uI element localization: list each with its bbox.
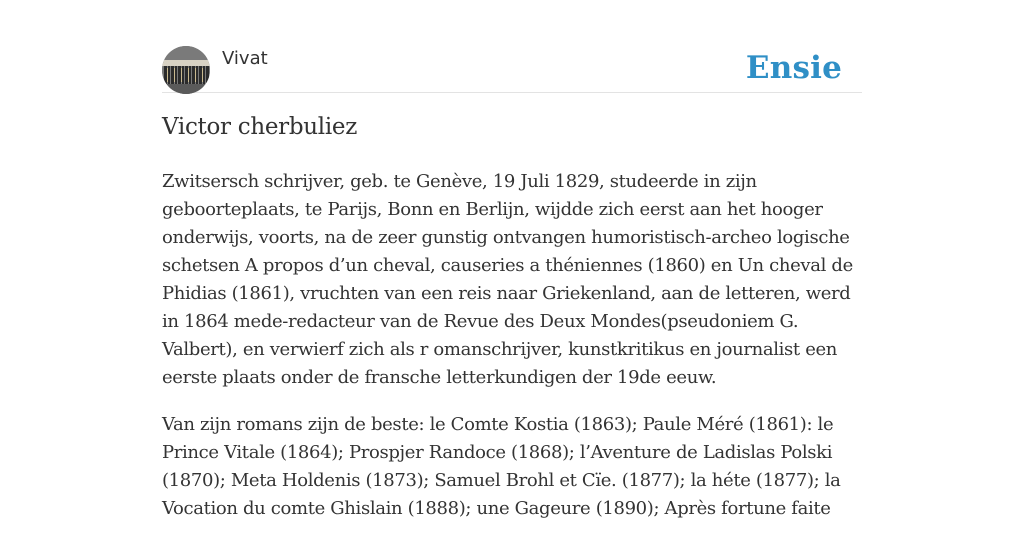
bookshelf-avatar-icon[interactable] <box>162 46 210 94</box>
article-body <box>162 168 862 542</box>
author-name[interactable]: Vivat <box>222 48 268 69</box>
page-title: Victor cherbuliez <box>162 114 358 140</box>
page-header <box>162 46 862 93</box>
ensie-logo[interactable]: Ensie <box>745 50 842 86</box>
paragraph-1: Zwitsersch schrijver, geb. te Genève, 19 Juli 1829, studeerde in zijn geboorteplaats, te Parijs, Bonn en Berlijn, wijdde zich eerst aan het hooger onderwijs, voorts, na de zeer gunstig ontvangen humoristisch-archeo logische schetsen A propos d’un cheval, causeries a théniennes (1860) en Un cheval de Phidias (1861), vruchten van een reis naar Griekenland, aan de letteren, werd in 1864 mede-redacteur van de Revue des Deux Mondes(pseudoniem G. Valbert), en verwierf zich als r omanschrijver, kunstkritikus en journalist een eerste plaats onder de fransche letterkundigen der 19de eeuw. <box>162 171 853 388</box>
paragraph-2: Van zijn romans zijn de beste: le Comte Kostia (1863); Paule Méré (1861): le Prince Vitale (1864); Prospjer Randoce (1868); l’Aventure de Ladislas Polski (1870); Meta Holdenis (1873); Samuel Brohl et Cïe. (1877); la héte (1877); la Vocation du comte Ghislain (1888); une Gageure (1890); Après fortune faite <box>162 414 841 519</box>
